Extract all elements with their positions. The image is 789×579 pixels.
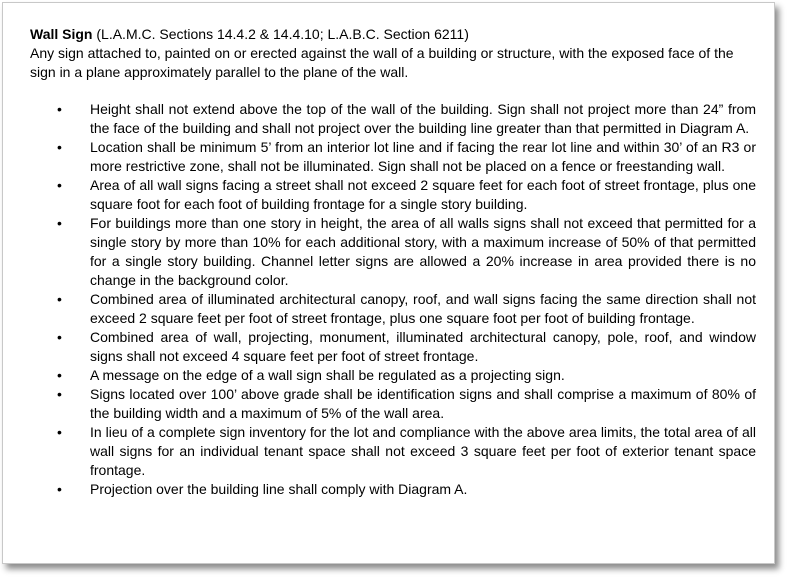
heading-title: Wall Sign (30, 26, 93, 42)
bullet-icon: • (57, 291, 62, 307)
rules-list (30, 100, 756, 499)
list-item (30, 138, 756, 176)
list-item-text: Location shall be minimum 5’ from an interior lot line and if facing the rear lot line and within 30’ of an R3 or more restrictive zone, shall not be illuminated. Sign shall not be placed on a fence or freestanding wall. (90, 139, 756, 174)
list-item (30, 480, 756, 499)
heading-reference: (L.A.M.C. Sections 14.4.2 & 14.4.10; L.A.B.C. Section 6211) (96, 26, 469, 42)
list-item-text: Signs located over 100’ above grade shall be identification signs and shall comprise a maximum of 80% of the building width and a maximum of 5% of the wall area. (90, 386, 756, 421)
bullet-icon: • (57, 139, 62, 155)
list-item (30, 214, 756, 290)
bullet-icon: • (57, 177, 62, 193)
heading-line (30, 25, 756, 44)
bullet-icon: • (57, 367, 62, 383)
list-item-text: Projection over the building line shall comply with Diagram A. (90, 481, 468, 497)
list-item (30, 385, 756, 423)
list-item-text: Combined area of illuminated architectural canopy, roof, and wall signs facing the same direction shall not exceed 2 square feet per foot of street frontage, plus one square foot per foot of building frontage. (90, 291, 756, 326)
list-item-text: In lieu of a complete sign inventory for the lot and compliance with the above area limits, the total area of all wall signs for an individual tenant space shall not exceed 3 square feet per foot of exterior tenant space frontage. (90, 424, 756, 478)
intro-paragraph: Any sign attached to, painted on or erected against the wall of a building or structure, with the exposed face of the sign in a plane approximately parallel to the plane of the wall. (30, 45, 734, 80)
list-item (30, 176, 756, 214)
bullet-icon: • (57, 386, 62, 402)
list-item (30, 423, 756, 480)
document-frame (2, 2, 775, 564)
list-item (30, 366, 756, 385)
list-item-text: Combined area of wall, projecting, monument, illuminated architectural canopy, pole, roof, and window signs shall not exceed 4 square feet per foot of street frontage. (90, 329, 756, 364)
list-item (30, 290, 756, 328)
bullet-icon: • (57, 215, 62, 231)
bullet-icon: • (57, 101, 62, 117)
document-body (30, 25, 756, 499)
bullet-icon: • (57, 329, 62, 345)
bullet-icon: • (57, 424, 62, 440)
list-item-text: For buildings more than one story in height, the area of all walls signs shall not exceed that permitted for a single story by more than 10% for each additional story, with a maximum increase of 50% of that permitted for a single story building. Channel letter signs are allowed a 20% increase in area provided there is no change in the background color. (90, 215, 756, 288)
bullet-icon: • (57, 481, 62, 497)
list-item-text: A message on the edge of a wall sign shall be regulated as a projecting sign. (90, 367, 565, 383)
list-item-text: Height shall not extend above the top of the wall of the building. Sign shall not project more than 24” from the face of the building and shall not project over the building line greater than that permitted in Diagram A. (90, 101, 756, 136)
list-item-text: Area of all wall signs facing a street shall not exceed 2 square feet for each foot of street frontage, plus one square foot for each foot of building frontage for a single story building. (90, 177, 756, 212)
list-item (30, 328, 756, 366)
list-item (30, 100, 756, 138)
